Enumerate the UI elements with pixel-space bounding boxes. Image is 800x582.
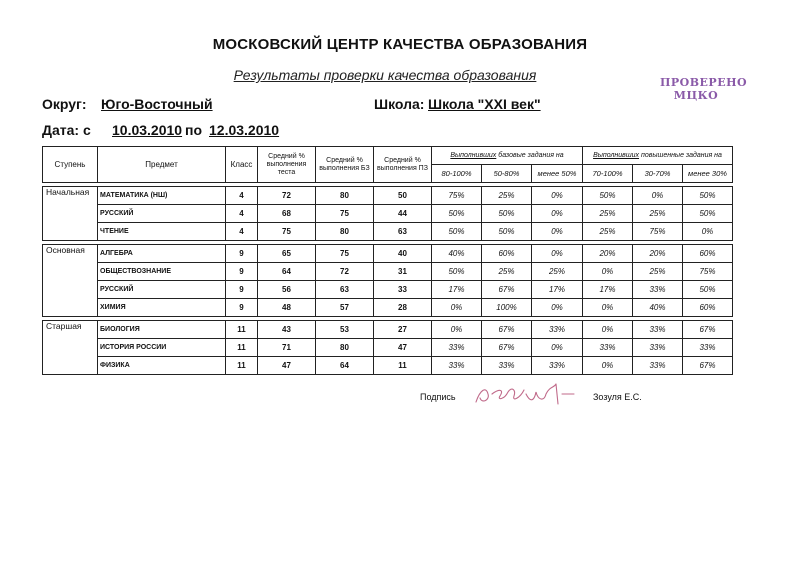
b3-cell: 0% <box>532 299 583 317</box>
test-cell: 47 <box>258 357 316 375</box>
a2-cell: 75% <box>633 223 683 241</box>
bz-cell: 57 <box>316 299 374 317</box>
stamp-line1: ПРОВЕРЕНО <box>660 76 748 89</box>
b1-cell: 50% <box>432 205 482 223</box>
a1-cell: 25% <box>583 205 633 223</box>
document-title: МОСКОВСКИЙ ЦЕНТР КАЧЕСТВА ОБРАЗОВАНИЯ <box>212 36 588 53</box>
b1-cell: 50% <box>432 263 482 281</box>
a1-cell: 25% <box>583 223 633 241</box>
header-subject: Предмет <box>98 147 226 183</box>
a2-cell: 20% <box>633 245 683 263</box>
header-avg-bz: Средний % выполнения БЗ <box>316 147 374 183</box>
pz-cell: 27 <box>374 321 432 339</box>
pz-cell: 50 <box>374 187 432 205</box>
header-adv-group-rest: повышенные задания на <box>639 151 722 159</box>
b2-cell: 25% <box>482 263 532 281</box>
a3-cell: 67% <box>683 321 733 339</box>
test-cell: 75 <box>258 223 316 241</box>
document-subtitle: Результаты проверки качества образования <box>233 67 537 83</box>
table-row <box>43 187 733 205</box>
school-value: Школа "XXI век" <box>428 96 541 112</box>
handwritten-signature <box>470 380 590 410</box>
bz-cell: 75 <box>316 245 374 263</box>
subject-cell: ИСТОРИЯ РОССИИ <box>98 339 226 357</box>
a1-cell: 0% <box>583 321 633 339</box>
b2-cell: 100% <box>482 299 532 317</box>
results-table <box>42 146 733 375</box>
a1-cell: 17% <box>583 281 633 299</box>
subject-cell: ФИЗИКА <box>98 357 226 375</box>
pz-cell: 11 <box>374 357 432 375</box>
subject-cell: АЛГЕБРА <box>98 245 226 263</box>
signer-name: Зозуля Е.С. <box>593 392 642 402</box>
subject-cell: МАТЕМАТИКА (НШ) <box>98 187 226 205</box>
subject-cell: БИОЛОГИЯ <box>98 321 226 339</box>
header-avg-pz: Средний % выполнения ПЗ <box>374 147 432 183</box>
b3-cell: 0% <box>532 245 583 263</box>
pz-cell: 40 <box>374 245 432 263</box>
a2-cell: 0% <box>633 187 683 205</box>
bz-cell: 72 <box>316 263 374 281</box>
header-basic-col: 80-100% <box>432 165 482 183</box>
b1-cell: 75% <box>432 187 482 205</box>
a3-cell: 33% <box>683 339 733 357</box>
table-row <box>43 263 733 281</box>
b2-cell: 50% <box>482 205 532 223</box>
header-adv-col: 30-70% <box>633 165 683 183</box>
grade-cell: 11 <box>226 357 258 375</box>
header-adv-group <box>583 147 733 165</box>
a1-cell: 33% <box>583 339 633 357</box>
date-label: Дата: с <box>42 122 91 138</box>
b3-cell: 0% <box>532 205 583 223</box>
test-cell: 68 <box>258 205 316 223</box>
header-stage: Ступень <box>43 147 98 183</box>
b2-cell: 33% <box>482 357 532 375</box>
stage-cell: Основная <box>43 245 98 317</box>
a2-cell: 33% <box>633 321 683 339</box>
table-row <box>43 281 733 299</box>
a3-cell: 50% <box>683 205 733 223</box>
header-avg-test: Средний % выполнения теста <box>258 147 316 183</box>
test-cell: 48 <box>258 299 316 317</box>
pz-cell: 33 <box>374 281 432 299</box>
a3-cell: 60% <box>683 245 733 263</box>
district-value: Юго-Восточный <box>101 96 213 112</box>
a2-cell: 40% <box>633 299 683 317</box>
pz-cell: 47 <box>374 339 432 357</box>
b1-cell: 17% <box>432 281 482 299</box>
table-row <box>43 357 733 375</box>
school-label: Школа: <box>374 96 425 112</box>
grade-cell: 4 <box>226 205 258 223</box>
test-cell: 65 <box>258 245 316 263</box>
stage-cell: Начальная <box>43 187 98 241</box>
bz-cell: 80 <box>316 223 374 241</box>
signature-label: Подпись <box>420 392 456 402</box>
header-grade: Класс <box>226 147 258 183</box>
b1-cell: 50% <box>432 223 482 241</box>
b3-cell: 0% <box>532 187 583 205</box>
table-row <box>43 223 733 241</box>
b3-cell: 33% <box>532 357 583 375</box>
grade-cell: 9 <box>226 299 258 317</box>
pz-cell: 28 <box>374 299 432 317</box>
header-basic-group-rest: базовые задания на <box>496 151 564 159</box>
date-from: 10.03.2010 <box>112 122 183 138</box>
grade-cell: 9 <box>226 263 258 281</box>
a1-cell: 0% <box>583 299 633 317</box>
a2-cell: 33% <box>633 281 683 299</box>
b1-cell: 33% <box>432 357 482 375</box>
b2-cell: 67% <box>482 339 532 357</box>
pz-cell: 44 <box>374 205 432 223</box>
district-label: Округ: <box>42 96 87 112</box>
header-basic-group-u: Выполнивших <box>450 151 497 159</box>
b3-cell: 33% <box>532 321 583 339</box>
test-cell: 43 <box>258 321 316 339</box>
b2-cell: 67% <box>482 281 532 299</box>
grade-cell: 9 <box>226 245 258 263</box>
b2-cell: 25% <box>482 187 532 205</box>
a3-cell: 50% <box>683 187 733 205</box>
a2-cell: 25% <box>633 263 683 281</box>
header-row-1 <box>43 147 733 165</box>
header-adv-group-u: Выполнивших <box>593 151 640 159</box>
a3-cell: 0% <box>683 223 733 241</box>
a2-cell: 25% <box>633 205 683 223</box>
test-cell: 72 <box>258 187 316 205</box>
a1-cell: 50% <box>583 187 633 205</box>
test-cell: 64 <box>258 263 316 281</box>
b2-cell: 60% <box>482 245 532 263</box>
table-row <box>43 245 733 263</box>
header-basic-col: менее 50% <box>532 165 583 183</box>
table-row <box>43 299 733 317</box>
subject-cell: ЧТЕНИЕ <box>98 223 226 241</box>
stamp-line2: МЦКО <box>673 89 719 102</box>
b1-cell: 0% <box>432 321 482 339</box>
b1-cell: 0% <box>432 299 482 317</box>
subject-cell: РУССКИЙ <box>98 281 226 299</box>
test-cell: 71 <box>258 339 316 357</box>
bz-cell: 53 <box>316 321 374 339</box>
a1-cell: 0% <box>583 263 633 281</box>
table-row <box>43 321 733 339</box>
bz-cell: 63 <box>316 281 374 299</box>
verified-stamp <box>660 76 748 102</box>
date-to: 12.03.2010 <box>209 122 280 138</box>
a3-cell: 60% <box>683 299 733 317</box>
stage-cell: Старшая <box>43 321 98 375</box>
a3-cell: 67% <box>683 357 733 375</box>
bz-cell: 80 <box>316 339 374 357</box>
grade-cell: 4 <box>226 187 258 205</box>
grade-cell: 11 <box>226 339 258 357</box>
table-row <box>43 339 733 357</box>
pz-cell: 63 <box>374 223 432 241</box>
header-adv-col: 70-100% <box>583 165 633 183</box>
bz-cell: 64 <box>316 357 374 375</box>
b2-cell: 67% <box>482 321 532 339</box>
date-to-label: по <box>185 122 203 138</box>
header-adv-col: менее 30% <box>683 165 733 183</box>
subject-cell: РУССКИЙ <box>98 205 226 223</box>
a1-cell: 20% <box>583 245 633 263</box>
a3-cell: 75% <box>683 263 733 281</box>
pz-cell: 31 <box>374 263 432 281</box>
subject-cell: ХИМИЯ <box>98 299 226 317</box>
table-row <box>43 205 733 223</box>
header-basic-col: 50-80% <box>482 165 532 183</box>
b1-cell: 40% <box>432 245 482 263</box>
b3-cell: 0% <box>532 223 583 241</box>
bz-cell: 75 <box>316 205 374 223</box>
b3-cell: 25% <box>532 263 583 281</box>
header-basic-group <box>432 147 583 165</box>
a3-cell: 50% <box>683 281 733 299</box>
b2-cell: 50% <box>482 223 532 241</box>
b3-cell: 0% <box>532 339 583 357</box>
grade-cell: 9 <box>226 281 258 299</box>
bz-cell: 80 <box>316 187 374 205</box>
grade-cell: 4 <box>226 223 258 241</box>
subject-cell: ОБЩЕСТВОЗНАНИЕ <box>98 263 226 281</box>
grade-cell: 11 <box>226 321 258 339</box>
a2-cell: 33% <box>633 339 683 357</box>
test-cell: 56 <box>258 281 316 299</box>
a1-cell: 0% <box>583 357 633 375</box>
b1-cell: 33% <box>432 339 482 357</box>
a2-cell: 33% <box>633 357 683 375</box>
b3-cell: 17% <box>532 281 583 299</box>
